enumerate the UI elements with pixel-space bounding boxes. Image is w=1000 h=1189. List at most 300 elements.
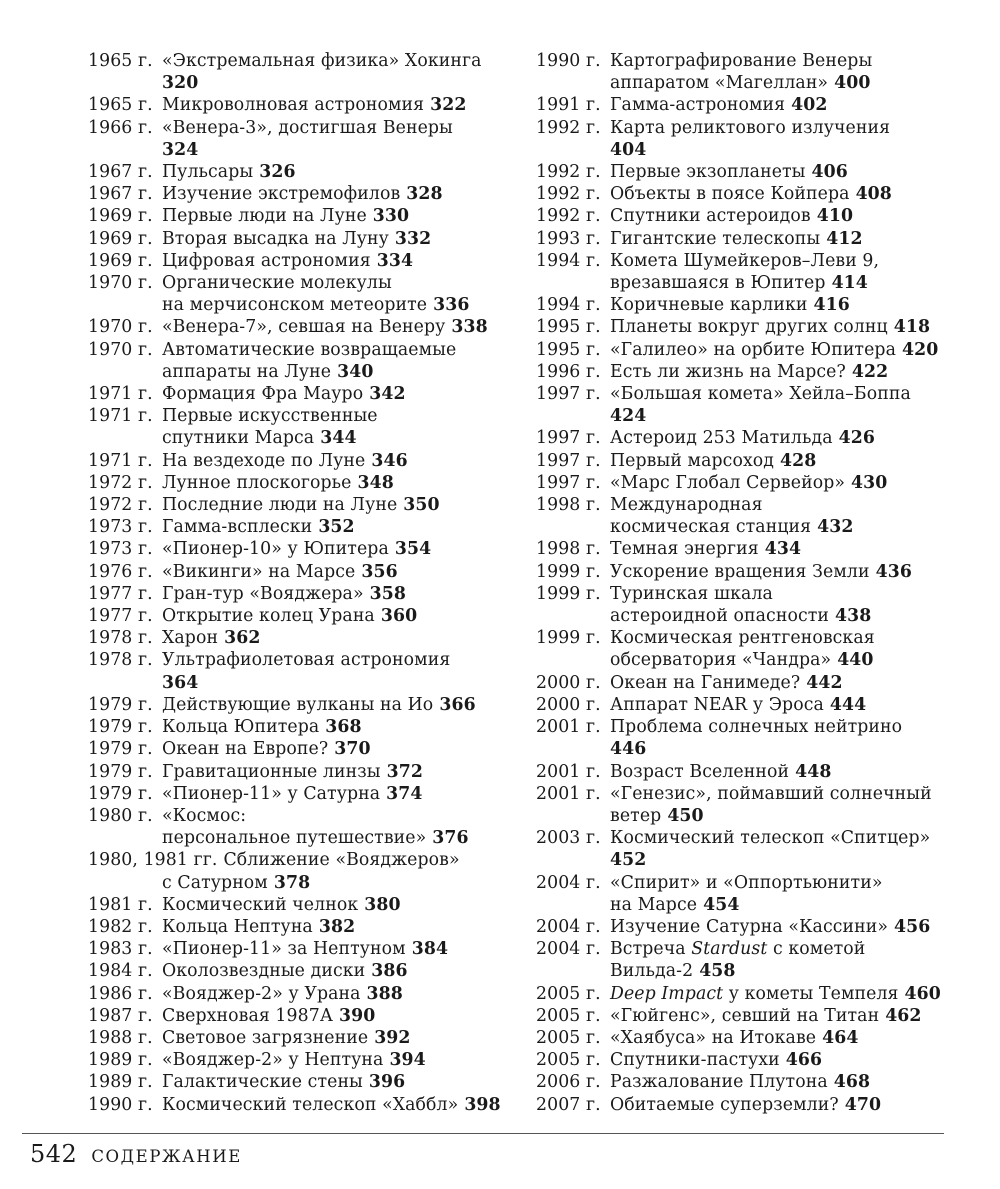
toc-entry-title xyxy=(162,272,518,316)
toc-entry-page-number[interactable]: 432 xyxy=(817,517,854,538)
toc-entry-title xyxy=(162,627,518,649)
toc-entry-year: 1972 г. xyxy=(88,495,153,516)
toc-entry-year: 1969 г. xyxy=(88,206,153,227)
toc-entry[interactable] xyxy=(88,450,518,472)
toc-entry[interactable] xyxy=(88,405,518,449)
toc-entry[interactable] xyxy=(536,50,976,94)
toc-entry[interactable] xyxy=(536,250,976,294)
toc-entry-page-number[interactable]: 358 xyxy=(369,583,407,604)
toc-entry-title xyxy=(162,1005,518,1027)
toc-entry-page-number[interactable]: 356 xyxy=(361,561,398,582)
toc-entry-page-number[interactable]: 424 xyxy=(610,406,647,427)
toc-entry-page-number[interactable]: 456 xyxy=(894,916,931,937)
toc-entry-title-line: «Марс Глобал Сервейор» 430 xyxy=(610,472,888,493)
toc-entry-page-number[interactable]: 426 xyxy=(838,428,876,449)
toc-entry-title xyxy=(162,716,518,738)
toc-entry-title-line: Аппарат NEAR у Эроса 444 xyxy=(610,694,867,715)
toc-entry-page-number[interactable]: 438 xyxy=(835,606,872,627)
toc-entry-page-number[interactable]: 382 xyxy=(318,916,356,937)
toc-entry[interactable] xyxy=(88,1049,518,1071)
toc-entry[interactable] xyxy=(88,583,518,605)
toc-entry[interactable] xyxy=(88,383,518,405)
toc-entry-title-line: Объекты в поясе Койпера 408 xyxy=(610,184,892,205)
toc-entry-title-line: Спутники астероидов 410 xyxy=(610,206,854,227)
toc-entry-page-number[interactable]: 458 xyxy=(699,961,736,982)
toc-entry[interactable] xyxy=(536,205,976,227)
toc-entry-title xyxy=(162,538,518,560)
toc-entry-year: 1990 г. xyxy=(536,51,601,71)
toc-entry-year: 2005 г. xyxy=(536,1050,601,1071)
toc-entry-page-number[interactable]: 386 xyxy=(371,961,408,982)
toc-entry-page-number[interactable]: 372 xyxy=(386,761,424,782)
toc-entry-title xyxy=(162,50,518,94)
toc-entry-page-number[interactable]: 342 xyxy=(369,384,406,405)
toc-entry-title-line: Космический телескоп «Хаббл» 398 xyxy=(162,1094,501,1115)
toc-entry-title-line: Световое загрязнение 392 xyxy=(162,1027,411,1048)
toc-entry-title-line: Комета Шумейкеров–Леви 9, xyxy=(610,250,880,271)
toc-entry-title-line: «Пионер-11» за Нептуном 384 xyxy=(162,939,449,960)
toc-entry-year: 1979 г. xyxy=(88,694,153,715)
toc-entry-page-number[interactable]: 394 xyxy=(389,1050,426,1071)
toc-entry-page-number[interactable]: 338 xyxy=(451,317,488,338)
toc-entry-page-number[interactable]: 406 xyxy=(811,162,848,183)
toc-entry-title-line: Цифровая астрономия 334 xyxy=(162,250,414,271)
toc-entry-page-number[interactable]: 344 xyxy=(320,428,357,449)
toc-entry-title-line: «Викинги» на Марсе 356 xyxy=(162,561,398,582)
toc-entry-year: 1995 г. xyxy=(536,317,601,338)
toc-entry-title xyxy=(162,516,518,538)
toc-entry[interactable] xyxy=(88,50,518,94)
toc-entry-year: 1999 г. xyxy=(536,583,601,604)
toc-entry[interactable] xyxy=(88,783,518,805)
toc-entry-page-number[interactable]: 454 xyxy=(703,894,740,915)
toc-entry[interactable] xyxy=(88,960,518,982)
toc-entry-title xyxy=(610,538,976,560)
toc-entry-page-number[interactable]: 366 xyxy=(439,694,476,715)
toc-entry-title-line: Открытие колец Урана 360 xyxy=(162,606,418,627)
toc-entry[interactable] xyxy=(88,316,518,338)
toc-entry[interactable] xyxy=(88,1027,518,1049)
toc-entry-page-number[interactable]: 428 xyxy=(780,450,817,471)
toc-entry-title-line: Океан на Европе? 370 xyxy=(162,739,371,760)
toc-entry-year: 1994 г. xyxy=(536,295,601,316)
toc-entry-page-number[interactable]: 466 xyxy=(785,1050,823,1071)
toc-entry-page-number[interactable]: 370 xyxy=(334,739,371,760)
toc-entry-page-number[interactable]: 324 xyxy=(162,139,199,160)
toc-entry[interactable] xyxy=(536,983,976,1005)
toc-entry-title xyxy=(162,761,518,783)
toc-entry-page-number[interactable]: 448 xyxy=(795,761,832,782)
toc-entry-title xyxy=(610,783,976,827)
toc-entry-year: 1965 г. xyxy=(88,51,153,71)
toc-entry[interactable] xyxy=(88,605,518,627)
toc-entry-title-line: Планеты вокруг других солнц 418 xyxy=(610,317,931,338)
toc-entry-page-number[interactable]: 470 xyxy=(844,1094,882,1115)
toc-entry-title-line: аппаратом «Магеллан» 400 xyxy=(610,73,871,94)
toc-entry-title-line: Deep Impact у кометы Темпеля 460 xyxy=(610,983,941,1004)
toc-entry[interactable] xyxy=(536,783,976,827)
toc-entry-title-line: Органические молекулы xyxy=(162,273,392,294)
toc-entry-page-number[interactable]: 350 xyxy=(403,495,440,516)
toc-entry-title xyxy=(610,1071,976,1093)
toc-entry-page-number[interactable]: 336 xyxy=(433,295,470,316)
toc-entry-title-line: «Большая комета» Хейла–Боппа xyxy=(610,384,911,405)
toc-entry-page-number[interactable]: 320 xyxy=(162,73,199,94)
toc-entry[interactable] xyxy=(536,938,976,982)
toc-entry[interactable] xyxy=(88,694,518,716)
toc-entry-year: 1999 г. xyxy=(536,561,601,582)
toc-entry-title-line: ветер 450 xyxy=(610,805,704,826)
toc-entry[interactable] xyxy=(536,117,976,161)
toc-entry[interactable] xyxy=(88,627,518,649)
toc-entry-page-number[interactable]: 332 xyxy=(394,228,432,249)
toc-entry-year: 1967 г. xyxy=(88,162,153,183)
toc-entry-page-number[interactable]: 354 xyxy=(394,539,432,560)
toc-entry-title xyxy=(162,405,518,449)
toc-entry[interactable] xyxy=(88,1071,518,1093)
toc-entry-title-line: «Гюйгенс», севший на Титан 462 xyxy=(610,1005,922,1026)
toc-entry[interactable] xyxy=(88,894,518,916)
toc-entry[interactable] xyxy=(88,538,518,560)
toc-entry-title-line: Автоматические возвращаемые xyxy=(162,339,457,360)
toc-entry[interactable] xyxy=(88,494,518,516)
toc-entry[interactable] xyxy=(536,494,976,538)
toc-entry-page-number[interactable]: 334 xyxy=(376,250,414,271)
toc-entry[interactable] xyxy=(88,716,518,738)
toc-entry[interactable] xyxy=(88,1005,518,1027)
toc-entry-year: 1967 г. xyxy=(88,184,153,205)
toc-entry-title-line: «Венера-7», севшая на Венеру 338 xyxy=(162,317,488,338)
toc-entry[interactable] xyxy=(88,183,518,205)
toc-entry[interactable] xyxy=(536,694,976,716)
toc-entry-title xyxy=(610,938,976,982)
toc-entry[interactable] xyxy=(536,339,976,361)
toc-entry-page-number[interactable]: 364 xyxy=(162,672,199,693)
toc-entry-title xyxy=(610,228,976,250)
toc-entry-page-number[interactable]: 460 xyxy=(904,983,941,1004)
toc-entry-title-line: Международная xyxy=(610,495,763,516)
toc-entry-title xyxy=(162,117,518,161)
toc-entry[interactable] xyxy=(536,361,976,383)
toc-entry[interactable] xyxy=(88,205,518,227)
toc-entry-page-number[interactable]: 376 xyxy=(432,828,469,849)
toc-entry-title-line: «Венера-3», достигшая Венеры xyxy=(162,117,453,138)
toc-entry-title xyxy=(610,916,976,938)
toc-entry-year: 1983 г. xyxy=(88,939,153,960)
toc-entry-title xyxy=(162,316,518,338)
toc-entry[interactable] xyxy=(536,627,976,671)
toc-entry-title xyxy=(162,339,518,383)
toc-entry-year: 1994 г. xyxy=(536,250,601,271)
toc-entry-title-line: Картографирование Венеры xyxy=(610,51,873,71)
toc-entry-title-line: на Марсе 454 xyxy=(610,894,740,915)
toc-entry-year: 1987 г. xyxy=(88,1005,153,1026)
toc-entry-year: 2005 г. xyxy=(536,1005,601,1026)
toc-entry[interactable] xyxy=(88,161,518,183)
toc-entry-title xyxy=(610,627,976,671)
toc-entry-page-number[interactable]: 404 xyxy=(610,139,647,160)
toc-entry-page-number[interactable]: 352 xyxy=(318,517,355,538)
toc-entry[interactable] xyxy=(88,94,518,116)
toc-entry-title-line: Гамма-всплески 352 xyxy=(162,517,355,538)
toc-entry-title xyxy=(162,561,518,583)
toc-entry-title-line: На вездеходе по Луне 346 xyxy=(162,450,408,471)
toc-entry-page-number[interactable]: 420 xyxy=(901,339,939,360)
toc-entry-page-number[interactable]: 468 xyxy=(833,1072,871,1093)
toc-entry[interactable] xyxy=(88,983,518,1005)
toc-entry-title xyxy=(610,827,976,871)
toc-entry-year: 1999 г. xyxy=(536,628,601,649)
toc-entry-year: 1970 г. xyxy=(88,339,153,360)
toc-entry-title-line: с Сатурном 378 xyxy=(162,872,311,893)
toc-entry-year: 2000 г. xyxy=(536,672,601,693)
toc-entry[interactable] xyxy=(536,1005,976,1027)
toc-entry-title xyxy=(162,1049,518,1071)
toc-entry-page-number[interactable]: 326 xyxy=(259,162,296,183)
toc-entry-title-line: «Вояджер-2» у Урана 388 xyxy=(162,983,403,1004)
toc-entry-title-line: Изучение Сатурна «Кассини» 456 xyxy=(610,916,931,937)
toc-entry[interactable] xyxy=(536,450,976,472)
toc-entry-page-number[interactable]: 430 xyxy=(851,472,888,493)
toc-entry-title xyxy=(610,339,976,361)
toc-entry[interactable] xyxy=(536,316,976,338)
toc-entry-page-number[interactable]: 388 xyxy=(366,983,403,1004)
toc-entry-title xyxy=(610,250,976,294)
toc-entry-year: 2000 г. xyxy=(536,694,601,715)
toc-entry-title-line: Первые люди на Луне 330 xyxy=(162,206,410,227)
toc-entry[interactable] xyxy=(536,228,976,250)
toc-entry-title xyxy=(162,228,518,250)
toc-entry-page-number[interactable]: 398 xyxy=(464,1094,501,1115)
toc-entry-page-number[interactable]: 436 xyxy=(875,561,912,582)
toc-entry-page-number[interactable]: 400 xyxy=(834,73,871,94)
toc-entry-title xyxy=(610,294,976,316)
toc-entry[interactable] xyxy=(536,583,976,627)
toc-entry-title-line: Космическая рентгеновская xyxy=(610,628,875,649)
toc-entry-title-line: Околозвездные диски 386 xyxy=(162,961,408,982)
toc-entry[interactable] xyxy=(88,916,518,938)
toc-entry-page-number[interactable]: 340 xyxy=(337,361,374,382)
toc-entry[interactable] xyxy=(536,1027,976,1049)
toc-entry-page-number[interactable]: 380 xyxy=(364,894,401,915)
toc-entry-title xyxy=(610,117,976,161)
toc-entry-title-line: Обитаемые суперземли? 470 xyxy=(610,1094,882,1115)
toc-entry-title-line: Разжалование Плутона 468 xyxy=(610,1072,871,1093)
toc-entry-title-line: на мерчисонском метеорите 336 xyxy=(162,295,470,316)
toc-entry[interactable] xyxy=(536,672,976,694)
toc-entry-title xyxy=(162,494,518,516)
toc-entry-title-line: Действующие вулканы на Ио 366 xyxy=(162,694,476,715)
toc-entry-page-number[interactable]: 384 xyxy=(411,939,449,960)
toc-entry-year: 2006 г. xyxy=(536,1072,601,1093)
toc-entry-title-line: Лунное плоскогорье 348 xyxy=(162,472,394,493)
toc-entry-page-number[interactable]: 396 xyxy=(368,1072,406,1093)
toc-entry-page-number[interactable]: 360 xyxy=(380,606,418,627)
toc-entry[interactable] xyxy=(536,294,976,316)
toc-entry[interactable] xyxy=(88,250,518,272)
toc-entry-page-number[interactable]: 374 xyxy=(386,783,423,804)
toc-entry[interactable] xyxy=(88,561,518,583)
toc-entry[interactable] xyxy=(88,649,518,693)
toc-entry-year: 2005 г. xyxy=(536,1027,601,1048)
toc-entry-title-line: Изучение экстремофилов 328 xyxy=(162,184,443,205)
toc-entry[interactable] xyxy=(88,849,518,893)
toc-entry[interactable] xyxy=(536,1049,976,1071)
toc-entry-title xyxy=(610,694,976,716)
toc-entry-page-number[interactable]: 348 xyxy=(357,472,394,493)
toc-entry-page-number[interactable]: 328 xyxy=(406,184,443,205)
toc-entry-page-number[interactable]: 390 xyxy=(339,1005,376,1026)
toc-entry-year: 1993 г. xyxy=(536,228,601,249)
toc-entry-title-line: Космический челнок 380 xyxy=(162,894,401,915)
toc-entry-year: 1970 г. xyxy=(88,317,153,338)
toc-entry-title-line: спутники Марса 344 xyxy=(162,428,357,449)
toc-entry-title-line: Встреча Stardust с кометой xyxy=(610,939,866,960)
toc-entry-page-number[interactable]: 422 xyxy=(851,361,889,382)
toc-entry[interactable] xyxy=(88,516,518,538)
toc-entry-page-number[interactable]: 452 xyxy=(610,850,647,871)
toc-entry-page-number[interactable]: 444 xyxy=(829,694,867,715)
toc-entry-page-number[interactable]: 410 xyxy=(816,206,854,227)
toc-entry-year: 1976 г. xyxy=(88,561,153,582)
toc-entry-year: 1980, 1981 гг. xyxy=(88,850,218,871)
toc-entry-year: 1980 г. xyxy=(88,805,153,826)
toc-entry-year: 1997 г. xyxy=(536,428,601,449)
toc-entry-page-number[interactable]: 322 xyxy=(430,95,467,116)
toc-entry-page-number[interactable]: 450 xyxy=(667,805,704,826)
toc-entry-title xyxy=(610,1027,976,1049)
toc-entry[interactable] xyxy=(88,761,518,783)
toc-entry[interactable] xyxy=(88,339,518,383)
toc-entry-title xyxy=(610,361,976,383)
toc-entry-year: 1977 г. xyxy=(88,606,153,627)
toc-entry-title xyxy=(162,183,518,205)
toc-entry-title xyxy=(162,1027,518,1049)
toc-entry-page-number[interactable]: 462 xyxy=(885,1005,922,1026)
toc-entry-title-line: Океан на Ганимеде? 442 xyxy=(610,672,843,693)
toc-entry-title xyxy=(162,1094,518,1116)
toc-entry[interactable] xyxy=(536,561,976,583)
toc-entry-year: 1970 г. xyxy=(88,273,153,294)
toc-entry[interactable] xyxy=(536,183,976,205)
toc-entry-page-number[interactable]: 414 xyxy=(831,273,868,294)
toc-entry-year: 1979 г. xyxy=(88,739,153,760)
toc-entry[interactable] xyxy=(88,472,518,494)
toc-entry-page-number[interactable]: 412 xyxy=(826,228,863,249)
toc-entry-page-number[interactable]: 434 xyxy=(764,539,802,560)
toc-entry[interactable] xyxy=(536,761,976,783)
toc-entry-page-number[interactable]: 378 xyxy=(273,872,311,893)
toc-entry[interactable] xyxy=(88,1094,518,1116)
toc-entry-title xyxy=(610,583,976,627)
toc-entry[interactable] xyxy=(536,538,976,560)
toc-entry-page-number[interactable]: 416 xyxy=(813,295,850,316)
footer-divider xyxy=(22,1133,944,1134)
toc-entry-title-line: «Спирит» и «Оппортьюнити» xyxy=(610,872,883,893)
toc-entry-year: 1995 г. xyxy=(536,339,601,360)
toc-entry-title xyxy=(162,383,518,405)
toc-entry-title xyxy=(162,205,518,227)
toc-entry-page-number[interactable]: 362 xyxy=(224,628,261,649)
toc-entry-title xyxy=(610,316,976,338)
toc-entry[interactable] xyxy=(88,805,518,849)
toc-entry-title xyxy=(162,694,518,716)
toc-entry-year: 1992 г. xyxy=(536,206,601,227)
toc-entry[interactable] xyxy=(536,161,976,183)
toc-entry-title xyxy=(610,183,976,205)
toc-entry-page-number[interactable]: 346 xyxy=(371,450,408,471)
toc-entry[interactable] xyxy=(536,472,976,494)
toc-entry-year: 2007 г. xyxy=(536,1094,601,1115)
toc-entry-title xyxy=(610,427,976,449)
toc-entry-title-line: Кольца Юпитера 368 xyxy=(162,717,362,738)
toc-entry-title-line: персональное путешествие» 376 xyxy=(162,828,469,849)
toc-entry-page-number[interactable]: 440 xyxy=(837,650,874,671)
toc-entry-page-number[interactable]: 464 xyxy=(822,1027,859,1048)
toc-entry[interactable] xyxy=(88,117,518,161)
toc-entry-page-number[interactable]: 446 xyxy=(610,739,647,760)
toc-entry-title-line: Космический телескоп «Спитцер» xyxy=(610,828,931,849)
toc-entry-year: 2004 г. xyxy=(536,872,601,893)
toc-entry[interactable] xyxy=(88,738,518,760)
toc-entry-page-number[interactable]: 408 xyxy=(855,184,892,205)
toc-entry-page-number[interactable]: 368 xyxy=(325,717,362,738)
toc-entry-title-line: Коричневые карлики 416 xyxy=(610,295,850,316)
toc-entry[interactable] xyxy=(88,938,518,960)
toc-entry-year: 1977 г. xyxy=(88,583,153,604)
toc-entry[interactable] xyxy=(536,94,976,116)
toc-entry[interactable] xyxy=(536,916,976,938)
toc-entry-year: 1972 г. xyxy=(88,472,153,493)
toc-entry-title-line: «Космос: xyxy=(162,805,247,826)
toc-entry-title-line: Гравитационные линзы 372 xyxy=(162,761,424,782)
toc-entry-title xyxy=(162,472,518,494)
toc-entry[interactable] xyxy=(536,1071,976,1093)
toc-entry-year: 1990 г. xyxy=(88,1094,153,1115)
toc-left-column xyxy=(88,50,518,1116)
toc-entry-year: 1992 г. xyxy=(536,162,601,183)
toc-entry[interactable] xyxy=(88,272,518,316)
toc-entry-title-line: Ускорение вращения Земли 436 xyxy=(610,561,912,582)
toc-entry-title-line: «Галилео» на орбите Юпитера 420 xyxy=(610,339,939,360)
toc-entry-title-line: врезавшаяся в Юпитер 414 xyxy=(610,273,868,294)
toc-entry-page-number[interactable]: 402 xyxy=(791,95,828,116)
toc-entry-page-number[interactable]: 392 xyxy=(374,1027,411,1048)
toc-entry-year: 1966 г. xyxy=(88,117,153,138)
toc-entry-title xyxy=(162,450,518,472)
toc-entry-title-line: Туринская шкала xyxy=(610,583,773,604)
toc-entry[interactable] xyxy=(536,383,976,427)
toc-entry-title-line: Формация Фра Мауро 342 xyxy=(162,384,406,405)
toc-entry-title xyxy=(610,1094,976,1116)
toc-entry-title-line: «Хаябуса» на Итокаве 464 xyxy=(610,1027,859,1048)
toc-entry-year: 1969 г. xyxy=(88,250,153,271)
toc-entry-page-number[interactable]: 330 xyxy=(372,206,410,227)
toc-entry[interactable] xyxy=(536,427,976,449)
toc-entry-title xyxy=(162,805,518,849)
toc-entry[interactable] xyxy=(536,716,976,760)
toc-entry-page-number[interactable]: 442 xyxy=(806,672,843,693)
toc-entry-title xyxy=(162,960,518,982)
toc-entry-year: 1998 г. xyxy=(536,495,601,516)
toc-entry-title-line: Возраст Вселенной 448 xyxy=(610,761,832,782)
toc-entry-page-number[interactable]: 418 xyxy=(893,317,931,338)
toc-entry[interactable] xyxy=(536,827,976,871)
toc-entry-title xyxy=(610,672,976,694)
toc-entry[interactable] xyxy=(88,228,518,250)
toc-entry[interactable] xyxy=(536,872,976,916)
toc-entry[interactable] xyxy=(536,1094,976,1116)
